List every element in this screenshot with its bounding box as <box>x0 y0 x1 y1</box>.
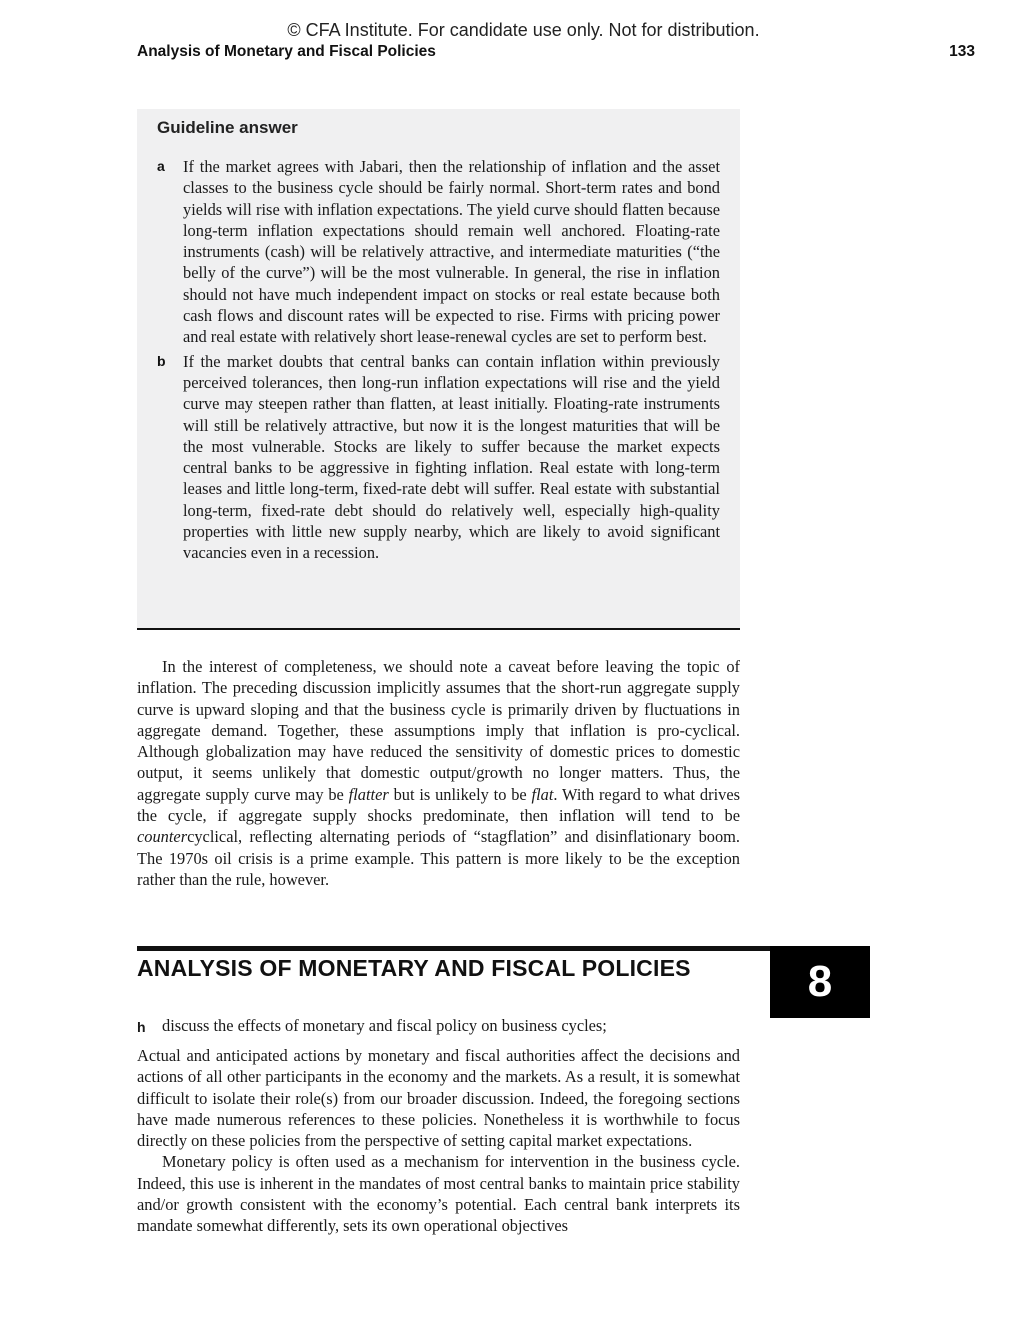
answer-letter: b <box>157 352 166 369</box>
caveat-emphasis: flat <box>531 784 554 804</box>
caveat-text: . With regard to what drives the cycle, if aggregate supply shocks predominate, then inflation will tend to be <box>137 784 740 826</box>
guideline-answer-box <box>137 109 740 630</box>
answer-text: If the market doubts that central banks can contain inflation within previously perceived tolerances, then long-run inflation expectations will rise and the yield curve may steepen rather than flatten, at least initially. Floating-rate instruments will still be relatively attractive, but now it is the longest maturities that will be the most vulnerable. Stocks are likely to suffer because the market expects central banks to be aggressive in fighting inflation. Real estate with long-term leases and little long-term, fixed-rate debt will suffer. Real estate with substantial long-term, fixed-rate debt should do relatively well, especially high-quality properties with little new supply nearby, which are likely to avoid significant vacancies even in a recession. <box>183 351 720 563</box>
guideline-title: Guideline answer <box>157 118 298 137</box>
section-body <box>137 1045 740 1237</box>
body-paragraph: Actual and anticipated actions by monetary and fiscal authorities affect the decisions and actions of all other participants in the economy and the markets. As a result, it is somewhat difficult to isolate their role(s) from our broader discussion. Indeed, the foregoing sections have made numerous references to these policies. Nonetheless it is worthwhile to focus directly on these policies from the perspective of setting capital market expectations. <box>137 1046 740 1151</box>
section-number-badge: 8 <box>770 946 870 1018</box>
section-title: ANALYSIS OF MONETARY AND FISCAL POLICIES <box>137 955 691 981</box>
caveat-text: but is unlikely to be <box>388 784 532 804</box>
caveat-text: In the interest of completeness, we should note a caveat before leaving the topic of inflation. The preceding discussion implicitly assumes that the short-run aggregate supply curve is upward sloping and that the business cycle is primarily driven by fluctuations in aggregate demand. Together, these assumptions imply that inflation is pro-cyclical. Although globalization may have reduced the sensitivity of domestic prices to domestic output, it seems unlikely that domestic output/growth no longer matters. Thus, the aggregate supply curve may be <box>137 657 740 804</box>
los-letter: h <box>137 1019 146 1035</box>
answer-item-b <box>157 351 720 564</box>
copyright-notice: © CFA Institute. For candidate use only. Not for distribution. <box>287 20 760 40</box>
answer-letter: a <box>157 158 165 174</box>
los-text: discuss the effects of monetary and fiscal policy on business cycles; <box>162 1016 607 1035</box>
page-number: 133 <box>949 43 975 60</box>
body-paragraph: Monetary policy is often used as a mechanism for intervention in the business cycle. Indeed, this use is inherent in the mandates of most central banks to maintain price stability and/or growth consistent with the economy’s potential. Each central bank interprets its mandate somewhat differently, sets its own operational objectives <box>137 1152 740 1236</box>
caveat-emphasis: counter <box>137 827 188 847</box>
caveat-emphasis: flatter <box>348 784 389 804</box>
section-rule <box>137 946 870 951</box>
inflation-caveat-paragraph <box>137 656 740 890</box>
answer-item-a <box>157 156 720 348</box>
running-header <box>137 43 975 61</box>
running-title: Analysis of Monetary and Fiscal Policies <box>137 43 436 60</box>
learning-outcome <box>137 1015 740 1038</box>
answer-text: If the market agrees with Jabari, then the relationship of inflation and the asset classes to the business cycle should be fairly normal. Short-term rates and bond yields will rise with inflation expectations. The yield curve should flatten because long-term inflation expectations should remain well anchored. Floating-rate instruments (cash) will be relatively attractive, and intermediate maturities (“the belly of the curve”) will be the most vulnerable. In general, the rise in inflation should not have much independent impact on stocks or real estate because both cash flows and discount rates will be expected to rise. Firms with pricing power and real estate with relatively short lease-renewal cycles are set to perform best. <box>183 157 720 347</box>
caveat-text: cyclical, reflecting alternating periods of “stagflation” and disinflationary boom. The 1970s oil crisis is a prime example. This pattern is more likely to be the exception rather than the rule, however. <box>137 827 740 889</box>
